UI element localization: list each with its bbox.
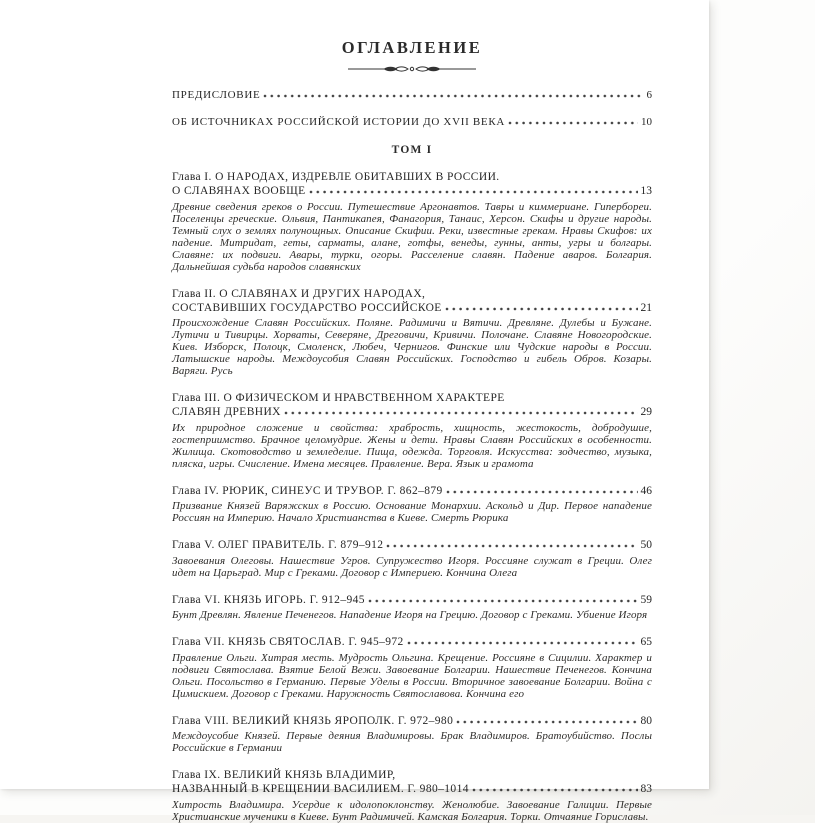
toc-entry xyxy=(172,301,652,315)
volume-heading: ТОМ I xyxy=(391,144,433,156)
dot-leader xyxy=(284,406,638,415)
toc-entry xyxy=(172,405,652,419)
chapter-summary: Происхождение Славян Российских. Поляне. Радимичи и Вятичи. Древляне. Дулебы и Бужане. Лутичи и Тивирцы. Хорваты, Северяне, Дреговичи, Кривичи. Полочане. Славяне Новогородские. Киев. Изборск, Полоцк, Смоленск, Любеч, Чернигов. Финские или Чудские народы в России. Латышские народы. Междоусобия Славян Российских. Господство и гибель Обров. Козары. Варяги. Русь xyxy=(172,317,652,377)
chapter-list xyxy=(172,170,652,823)
dot-leader xyxy=(508,116,638,125)
page-number: 21 xyxy=(640,301,652,314)
toc-chapter-entry xyxy=(172,287,652,378)
chapter-summary: Хитрость Владимира. Усердие к идолопоклонству. Женолюбие. Завоевание Галиции. Первые Христианские мученики в Киеве. Бунт Радимичей. Камская Болгария. Торки. Отчаяние Гориславы. xyxy=(172,798,652,823)
toc-entry-label: О СЛАВЯНАХ ВООБЩЕ xyxy=(172,185,306,197)
toc-entry-label: НАЗВАННЫЙ В КРЕЩЕНИИ ВАСИЛИЕМ. Г. 980–1014 xyxy=(172,783,469,795)
toc-entry-label: Глава IV. РЮРИК, СИНЕУС И ТРУВОР. Г. 862–879 xyxy=(172,484,443,497)
chapter-summary: Их природное сложение и свойства: храбрость, хищность, жестокость, добродушие, гостеприимство. Брачное целомудрие. Жены и дети. Нравы Славян Российских в особенности. Жилища. Скотоводство и земледелие. Пища, одежда. Торговля. Искусства: зодчество, музыка, пляска, игры. Счисление. Имена месяцев. Правление. Вера. Язык и грамота xyxy=(172,421,652,470)
toc-entry xyxy=(172,714,652,728)
page-number: 46 xyxy=(640,484,652,497)
chapter-summary: Призвание Князей Варяжских в Россию. Основание Монархии. Аскольд и Дир. Первое нападение Россиян на Империю. Начало Христианства в Киеве. Смерть Рюрика xyxy=(172,500,652,524)
toc-entry xyxy=(172,484,652,498)
toc-chapter-entry xyxy=(172,635,652,700)
dot-leader xyxy=(386,539,637,548)
toc-entry-label: Глава V. ОЛЕГ ПРАВИТЕЛЬ. Г. 879–912 xyxy=(172,539,384,551)
chapter-heading-line: Глава II. О СЛАВЯНАХ И ДРУГИХ НАРОДАХ, xyxy=(172,287,426,300)
page-number: 6 xyxy=(646,89,652,101)
toc-entry xyxy=(172,115,652,129)
toc-entry xyxy=(172,593,652,607)
toc-entry-label: Глава VI. КНЯЗЬ ИГОРЬ. Г. 912–945 xyxy=(172,593,365,606)
toc-entry-label: ПРЕДИСЛОВИЕ xyxy=(172,89,261,101)
toc-chapter-entry xyxy=(172,538,652,579)
toc-entry xyxy=(172,88,652,102)
chapter-heading-line: Глава III. О ФИЗИЧЕСКОМ И НРАВСТВЕННОМ ХАРАКТЕРЕ xyxy=(172,392,505,404)
chapter-heading-line: Глава IX. ВЕЛИКИЙ КНЯЗЬ ВЛАДИМИР, xyxy=(172,769,396,781)
toc-entry-label: СЛАВЯН ДРЕВНИХ xyxy=(172,406,281,418)
page-number: 59 xyxy=(640,593,652,606)
chapter-summary: Междоусобие Князей. Первые деяния Владимировы. Брак Владимиров. Братоубийство. Послы Российские в Германии xyxy=(172,730,652,754)
page-title: ОГЛАВЛЕНИЕ xyxy=(341,38,483,57)
chapter-heading-lines xyxy=(172,170,652,184)
toc-entry xyxy=(172,635,652,649)
chapter-heading-lines xyxy=(172,287,652,301)
dot-leader xyxy=(263,89,643,98)
toc-entry xyxy=(172,538,652,552)
toc-entry-label: СОСТАВИВШИХ ГОСУДАРСТВО РОССИЙСКОЕ xyxy=(172,301,442,314)
page-number: 65 xyxy=(640,636,652,648)
divider-ornament-icon xyxy=(346,63,478,75)
toc-chapter-entry xyxy=(172,484,652,525)
toc-entry xyxy=(172,782,652,796)
page-number: 80 xyxy=(640,714,652,727)
toc-chapter-entry xyxy=(172,768,652,823)
dot-leader xyxy=(309,185,638,194)
toc-chapter-entry xyxy=(172,391,652,470)
toc-chapter-entry xyxy=(172,593,652,622)
dot-leader xyxy=(407,636,638,645)
chapter-summary: Правление Ольги. Хитрая месть. Мудрость Ольгина. Крещение. Россияне в Сицилии. Характер и подвиги Святослава. Взятие Белой Вежи. Завоевание Болгарии. Нашествие Печенегов. Кончина Ольги. Посольство в Германию. Первые Уделы в России. Вторичное завоевание Болгарии. Война с Цимискием. Договор с Греками. Наружность Святославова. Кончина его xyxy=(172,651,652,700)
chapter-heading-lines xyxy=(172,391,652,405)
toc-entry-label: Глава VIII. ВЕЛИКИЙ КНЯЗЬ ЯРОПОЛК. Г. 972–980 xyxy=(172,714,454,727)
page-number: 83 xyxy=(640,783,652,795)
page-number: 13 xyxy=(640,185,652,197)
front-matter-list xyxy=(172,88,652,129)
chapter-summary: Древние сведения греков о России. Путешествие Аргонавтов. Тавры и киммериане. Гипербореи. Поселенцы греческие. Ольвия, Пантикапея, Фанагория, Танаис, Херсон. Скифы и другие народы. Темный слух о землях полунощных. Описание Скифии. Реки, известные грекам. Нравы Скифов: их падение. Митридат, геты, сарматы, алане, готфы, венеды, гунны, анты, угры и болгары. Славяне: их подвиги. Авары, турки, огоры. Расселение славян. Падение аваров. Болгария. Дальнейшая судьба народов славянских xyxy=(172,200,652,273)
toc-entry xyxy=(172,184,652,198)
chapter-summary: Завоевания Олеговы. Нашествие Угров. Супружество Игоря. Россияне служат в Греции. Олег идет на Царьград. Мир с Греками. Договор с Империею. Кончина Олега xyxy=(172,554,652,579)
toc-chapter-entry xyxy=(172,714,652,755)
dot-leader xyxy=(456,715,637,724)
dot-leader xyxy=(472,783,638,792)
chapter-heading-lines xyxy=(172,768,652,782)
dot-leader xyxy=(446,485,638,494)
page-number: 10 xyxy=(641,116,652,128)
toc-content xyxy=(172,38,652,823)
toc-entry-label: ОБ ИСТОЧНИКАХ РОССИЙСКОЙ ИСТОРИИ ДО XVII ВЕКА xyxy=(172,116,506,128)
divider-ornament xyxy=(172,63,652,75)
page-number: 50 xyxy=(640,539,652,551)
dot-leader xyxy=(368,594,638,603)
dot-leader xyxy=(445,302,638,311)
chapter-summary: Бунт Древлян. Явление Печенегов. Нападение Игоря на Грецию. Договор с Греками. Убиение Игоря xyxy=(172,609,648,621)
chapter-heading-line: Глава I. О НАРОДАХ, ИЗДРЕВЛЕ ОБИТАВШИХ В РОССИИ. xyxy=(172,171,500,183)
toc-entry-label: Глава VII. КНЯЗЬ СВЯТОСЛАВ. Г. 945–972 xyxy=(172,636,404,648)
page-number: 29 xyxy=(640,406,652,418)
toc-chapter-entry xyxy=(172,170,652,273)
